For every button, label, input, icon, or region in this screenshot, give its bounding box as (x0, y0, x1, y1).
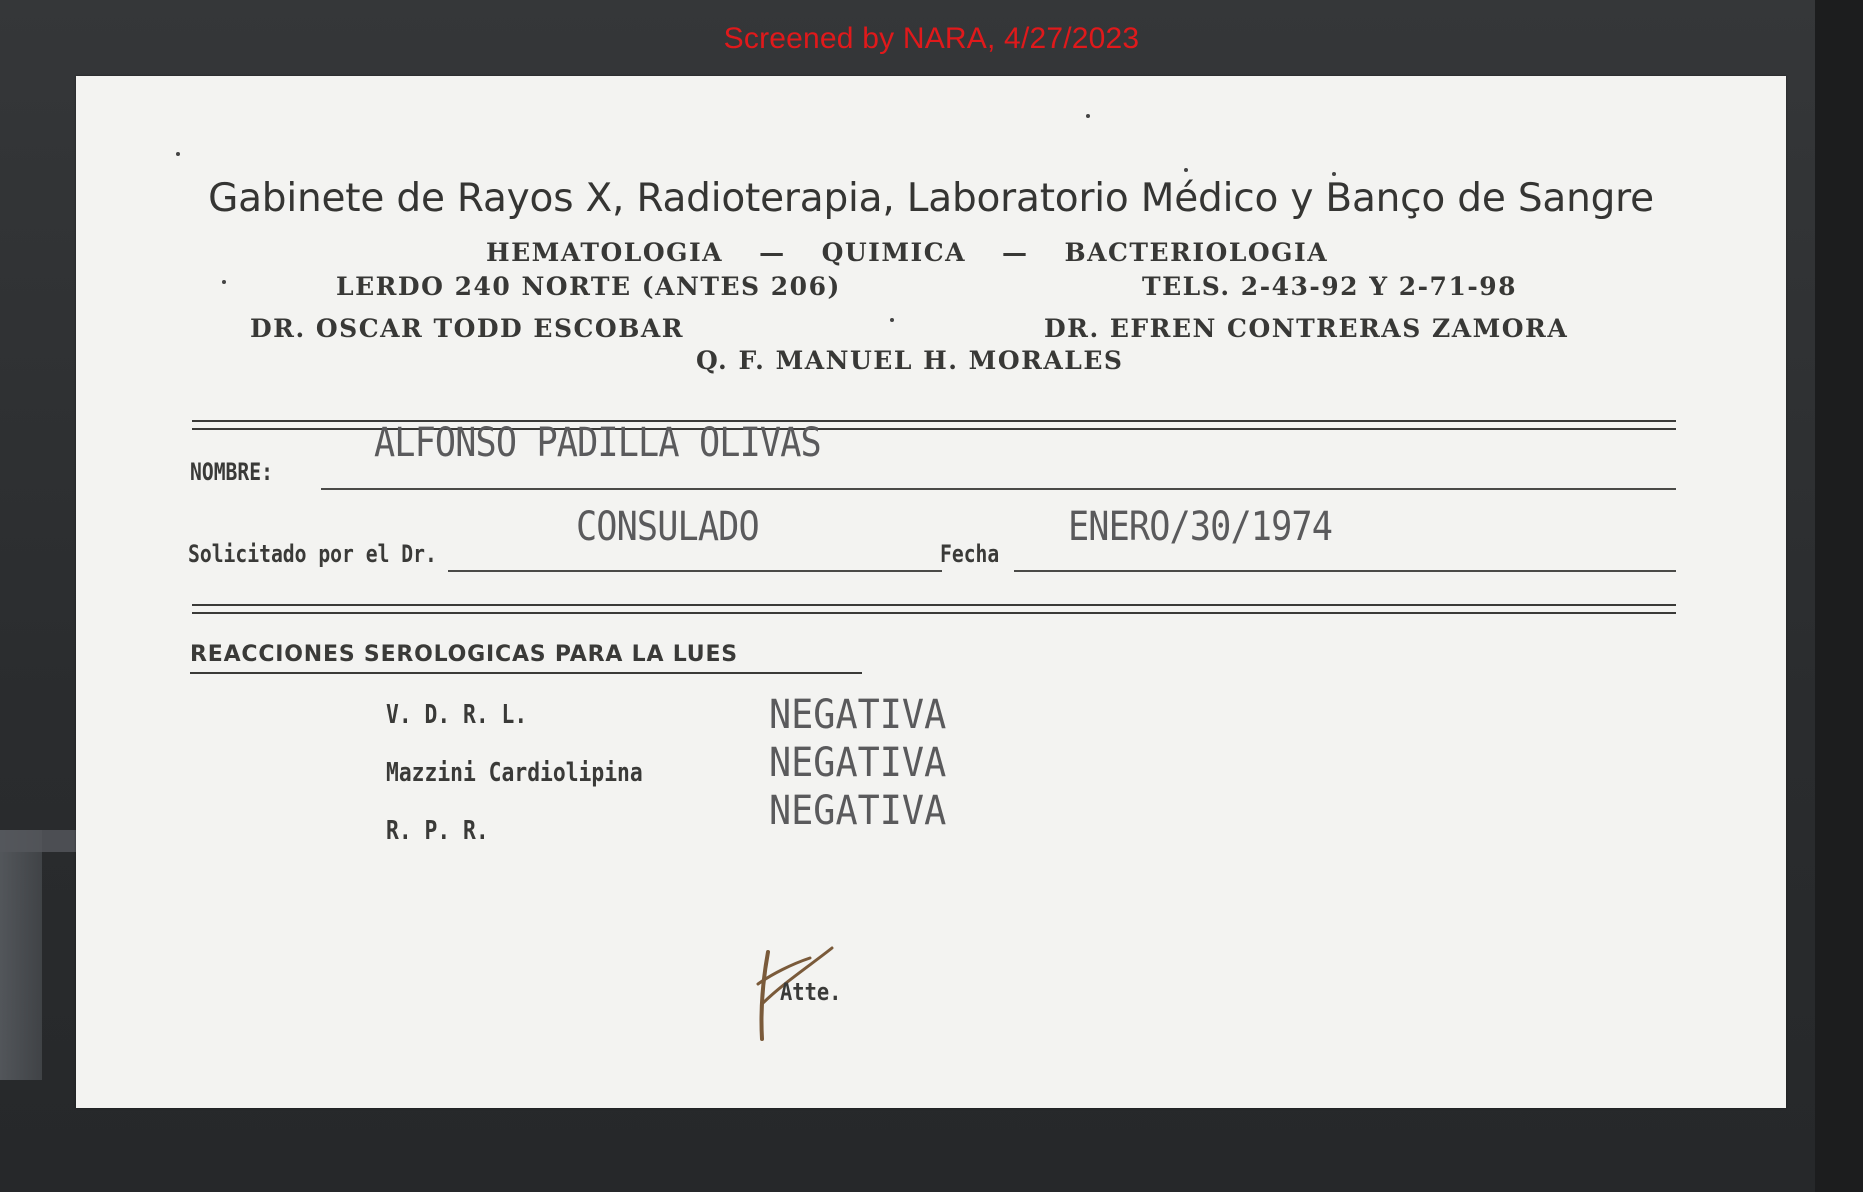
solicitado-value: CONSULADO (576, 504, 759, 550)
test-name-mazzini: Mazzini Cardiolipina (386, 758, 643, 788)
background-scuff (0, 830, 76, 852)
paper-speck (222, 280, 226, 284)
nombre-value: ALFONSO PADILLA OLIVAS (374, 420, 821, 466)
section-underline (190, 672, 862, 674)
test-name-vdrl: V. D. R. L. (386, 700, 528, 730)
paper-speck (176, 152, 180, 156)
nombre-label: NOMBRE: (190, 458, 273, 486)
nombre-underline (321, 488, 1676, 490)
fecha-value: ENERO/30/1974 (1068, 504, 1333, 550)
paper-speck (890, 318, 894, 322)
double-rule-bottom (192, 604, 1676, 606)
solicitado-underline (448, 570, 942, 572)
address: LERDO 240 NORTE (ANTES 206) (336, 272, 841, 301)
doctor-right: DR. EFREN CONTRERAS ZAMORA (1044, 314, 1569, 343)
double-rule-bottom (192, 612, 1676, 614)
fecha-underline (1014, 570, 1676, 572)
doctor-left: DR. OSCAR TODD ESCOBAR (250, 314, 685, 343)
test-result-vdrl: NEGATIVA (769, 692, 947, 738)
section-title: REACCIONES SEROLOGICAS PARA LA LUES (190, 642, 738, 667)
paper-speck (1086, 114, 1090, 118)
phone-numbers: TELS. 2-43-92 Y 2-71-98 (1142, 272, 1518, 301)
chemist: Q. F. MANUEL H. MORALES (696, 346, 1124, 375)
nara-watermark: Screened by NARA, 4/27/2023 (723, 22, 1140, 55)
test-name-rpr: R. P. R. (386, 816, 489, 846)
department-bacteriologia: BACTERIOLOGIA (1064, 238, 1329, 267)
fecha-label: Fecha (940, 540, 1000, 568)
background-scuff (0, 830, 42, 1080)
department-quimica: QUIMICA (821, 238, 966, 267)
letterhead-title: Gabinete de Rayos X, Radioterapia, Laboratorio Médico y Banço de Sangre (208, 176, 1654, 221)
departments-line: HEMATOLOGIA — QUIMICA — BACTERIOLOGIA (486, 238, 1329, 267)
scanner-edge (1815, 0, 1863, 1192)
solicitado-label: Solicitado por el Dr. (188, 540, 437, 568)
test-result-rpr: NEGATIVA (769, 788, 947, 834)
lab-report-card (76, 76, 1786, 1108)
closing-atte: Atte. (780, 978, 842, 1006)
test-result-mazzini: NEGATIVA (769, 740, 947, 786)
paper-speck (1184, 168, 1188, 172)
department-hematologia: HEMATOLOGIA (486, 238, 724, 267)
